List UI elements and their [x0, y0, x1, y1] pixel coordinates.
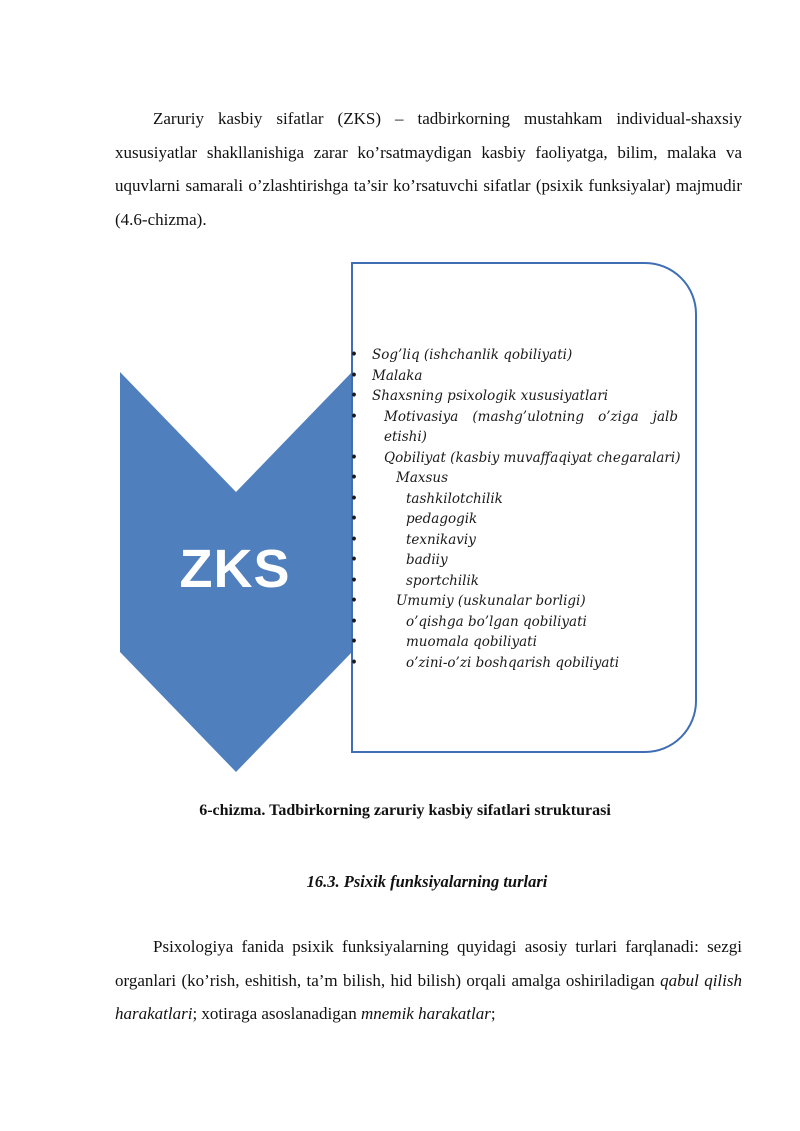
list-item-text: Malaka — [372, 367, 423, 384]
list-item-text: Motivasiya (mashg’ulotning o’ziga jalb etishi) — [384, 408, 678, 445]
zks-label: ZKS — [179, 539, 291, 599]
list-item-text: pedagogik — [406, 511, 478, 527]
list-item — [360, 530, 690, 551]
list-item-text: o’qishga bo’lgan qobiliyati — [406, 613, 587, 630]
emphasis-text: mnemik harakatlar — [360, 1004, 491, 1023]
list-item — [360, 632, 690, 653]
list-item — [360, 653, 690, 674]
section-title — [0, 872, 800, 892]
emphasis-text: qabul qilish harakatlari — [115, 970, 742, 1023]
list-item-text: texnikaviy — [406, 531, 476, 548]
list-item-text: Qobiliyat (kasbiy muvaffaqiyat chegaralari) — [384, 449, 681, 466]
list-item — [360, 366, 690, 387]
section-title-text: 16.3. Psixik funksiyalarning turlari — [306, 872, 548, 891]
figure-caption — [0, 802, 800, 820]
list-item — [360, 386, 690, 407]
list-item — [360, 571, 690, 592]
list-item-text: Umumiy (uskunalar borligi) — [396, 593, 586, 609]
figure-caption-text: 6-chizma. Tadbirkorning zaruriy kasbiy sifatlari strukturasi — [199, 802, 611, 819]
paragraph-text: Psixologiya fanida psixik funksiyalarning quyidagi asosiy turlari farqlanadi: sezgi organlari (ko’rish, eshitish, ta’m bilish, hid bilish) orqali amalga oshiriladigan — [115, 937, 742, 990]
list-item — [360, 591, 690, 612]
list-item-text: sportchilik — [406, 572, 479, 589]
list-item — [360, 345, 690, 366]
list-item-text: tashkilotchilik — [406, 490, 503, 507]
list-item-text: badiiy — [406, 552, 448, 568]
list-item — [360, 612, 690, 633]
list-item-text: Maxsus — [396, 470, 449, 486]
body-paragraph — [115, 930, 742, 1031]
list-item-text: Sog’liq (ishchanlik qobiliyati) — [372, 347, 573, 363]
list-item-text: muomala qobiliyati — [406, 634, 537, 650]
list-item — [360, 489, 690, 510]
list-item — [360, 509, 690, 530]
list-item — [360, 468, 690, 489]
paragraph-text: ; xotiraga asoslanadigan — [192, 1004, 361, 1023]
zks-items-list — [360, 345, 690, 673]
list-item — [360, 550, 690, 571]
list-item — [360, 448, 690, 469]
list-item-text: o’zini-o’zi boshqarish qobiliyati — [406, 654, 620, 671]
list-item-text: Shaxsning psixologik xususiyatlari — [372, 388, 609, 404]
intro-paragraph: Zaruriy kasbiy sifatlar (ZKS) – tadbirkorning mustahkam individual-shaxsiy xususiyatlar shakllanishiga zarar ko’rsatmaydigan kasbiy faoliyatga, bilim, malaka va uquvlarni samarali o’zlashtirishga ta’sir ko’rsatuvchi sifatlar (psixik funksiyalar) majmudir (4.6-chizma). — [115, 109, 742, 229]
paragraph-text: ; — [490, 1004, 496, 1023]
list-item — [360, 407, 690, 448]
